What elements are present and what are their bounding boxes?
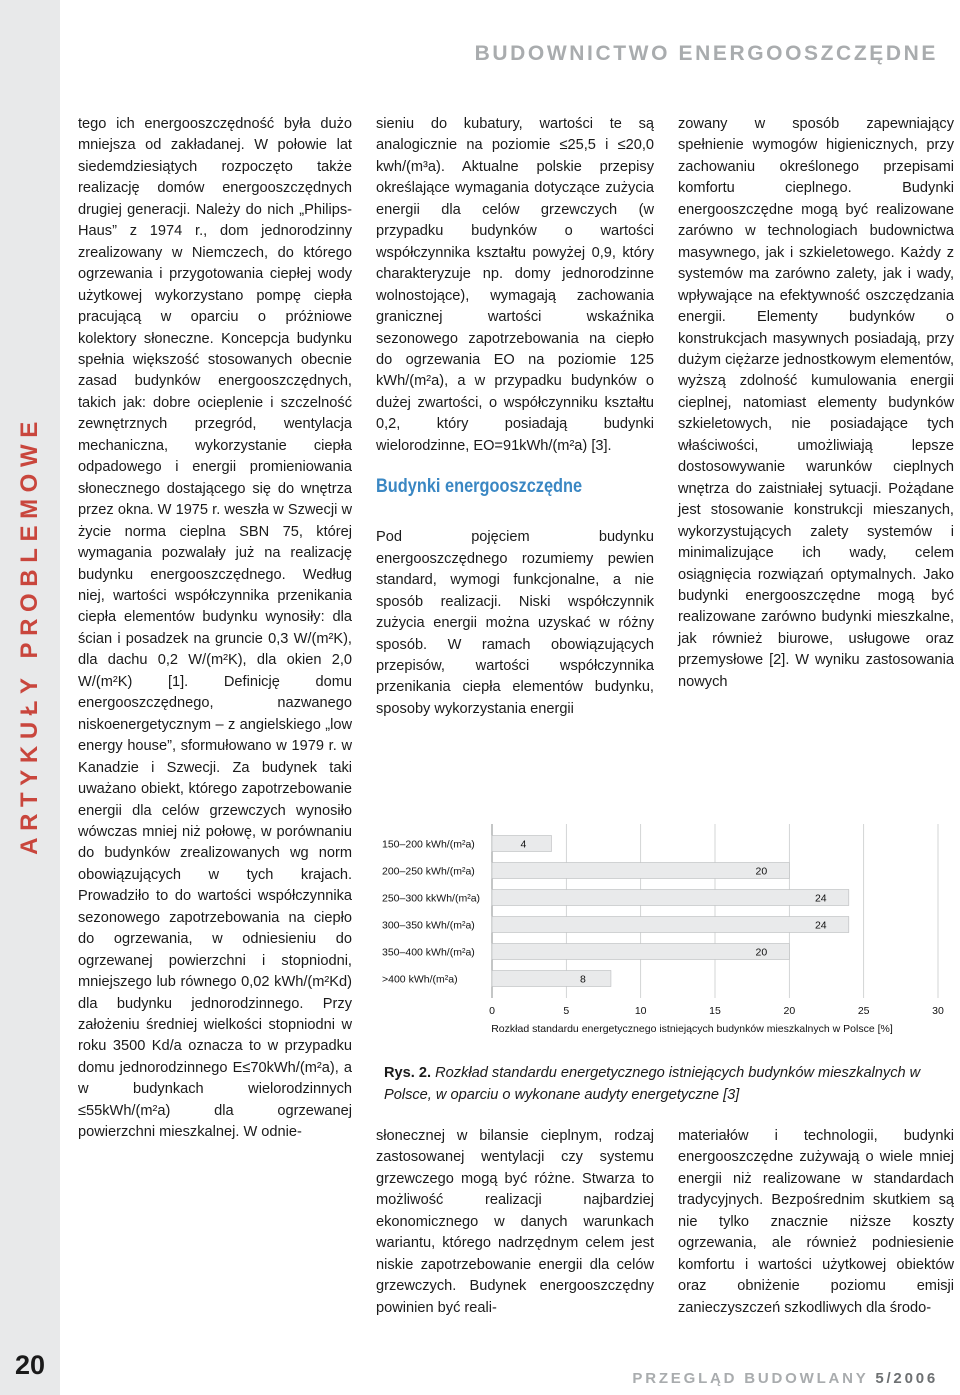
value-label: 24 [814, 892, 827, 905]
value-label: 8 [580, 973, 586, 986]
figure-caption [384, 1063, 954, 1106]
running-header: BUDOWNICTWO ENERGOOSZCZĘDNE [474, 42, 938, 65]
text-column-5 [678, 1126, 954, 1319]
category-label: 200–250 kWh/(m²a) [382, 865, 475, 878]
section-heading: Budynki energooszczędne [376, 476, 583, 498]
bar-4 [492, 944, 789, 960]
text-column-2 [376, 114, 654, 720]
category-label: 250–300 kkWh/(m²a) [382, 892, 481, 905]
column-5-text: materiałów i technologii, budynki energooszczędne zużywają o wiele mniej energii niż realizowane w standardach tradycyjnych. Bezpośrednim skutkiem są nie tylko znacznie niższe koszty ogrzewania, ale również podniesienie komfortu i wartości użytkowej obiektów oraz obniżenie poziomu emisji zanieczyszczeń szkodliwych dla środo- [678, 1128, 954, 1316]
text-column-1 [78, 114, 352, 1144]
x-tick-label: 25 [857, 1005, 870, 1017]
bar-2 [492, 890, 849, 906]
caption-text: Rozkład standardu energetycznego istniejących budynków mieszkalnych w Polsce, w oparciu o wykonane audyty energetyczne [3] [384, 1065, 921, 1103]
x-tick-label: 30 [932, 1005, 944, 1017]
journal-name: PRZEGLĄD BUDOWLANY [632, 1370, 869, 1387]
x-tick-label: 20 [783, 1005, 796, 1017]
bar-chart [374, 802, 954, 1037]
category-label: >400 kWh/(m²a) [382, 973, 458, 986]
column-1-text: tego ich energooszczędność była dużo mniejsza od zakładanej. W połowie lat siedemdziesiątych rozpoczęto także realizację domów energooszczędnych drugiej generacji. Należy do nich „Philips-Haus” z 1974 r., dom jednorodzinny zrealizowany w Niemczech, do którego ogrzewania i przygotowania ciepłej wody użytkowej wykorzystano pompę ciepła pracującą w oparciu o próżniowe kolektory słoneczne. Koncepcja budynku spełnia większość stosowanych obecnie zasad budynków energooszczędnych, takich jak: dobre ocieplenie i szczelność zewnętrznych przegród, wentylacja mechaniczna, wykorzystanie ciepła odpadowego i energii promieniowania słonecznego dostającego się do wnętrza przez okna. W 1975 r. weszła w Szwecji w życie norma cieplna SBN 75, której wymagania pozwalały już na realizację budynku energooszczędnego. Według niej, wartości współczynnika przenikania ciepła elementów budynku wynosiły: dla ścian i posadzek na gruncie 0,3 W/(m²K), dla dachu 0,2 W/(m²K), dla okien 2,0 W/(m²K) [1]. Definicję domu energooszczędnego, nazwanego niskoenergetycznym – z angielskiego „low energy house”, sformułowano w 1979 r. w Kanadzie i Szwecji. Za budynek taki uważano obiekt, którego zapotrzebowanie energii dla celów grzewczych wynosiło wówczas mniej niż połowę, w porównaniu do budynków zrealizowanych wg norm obowiązujących w tych krajach. Prowadziło to do wartości współczynnika sezonowego zapotrzebowania na ciepło do ogrzewania, w odniesieniu do ogrzewanej powierzchni i stopniodni, mniejszego lub równego 0,02 kWh/(m²Kd) dla budynku jednorodzinnego. Przy założeniu średniej wielkości stopniodni w roku 3500 Kd/a oznacza to w przypadku domu jednorodzinnego E≤70kWh/(m²a), a w budynkach wielorodzinnych ≤55kWh/(m²a) dla ogrzewanej powierzchni mieszkalnej. W odnie- [78, 116, 352, 1141]
x-tick-label: 5 [563, 1005, 570, 1017]
category-label: 150–200 kWh/(m²a) [382, 838, 475, 851]
running-footer [632, 1370, 938, 1387]
bar-3 [492, 917, 849, 933]
caption-label: Rys. 2. [384, 1065, 432, 1081]
x-tick-label: 0 [489, 1005, 495, 1017]
x-axis-label: Rozkład standardu energetycznego istniejących budynków mieszkalnych w Polsce [%] [491, 1023, 893, 1035]
x-tick-label: 15 [709, 1005, 721, 1017]
category-label: 350–400 kWh/(m²a) [382, 946, 475, 959]
category-label: 300–350 kWh/(m²a) [382, 919, 475, 932]
value-label: 4 [520, 838, 527, 851]
section-label: ARTYKUŁY PROBLEMOWE [16, 415, 43, 855]
left-sidebar [0, 0, 60, 1395]
page-number: 20 [14, 1350, 46, 1380]
value-label: 20 [755, 865, 768, 878]
value-label: 24 [814, 919, 827, 932]
x-tick-label: 10 [634, 1005, 647, 1017]
column-4-text: słonecznej w bilansie cieplnym, rodzaj zastosowanej wentylacji czy systemu grzewczego mogą być różne. Stwarza to możliwość realizacji najbardziej ekonomicznego w danych warunkach wariantu, którego nadrzędnym celem jest niskie zapotrzebowanie energii dla celów grzewczych. Budynek energooszczędny powinien być reali- [376, 1128, 654, 1316]
bar-5 [492, 971, 611, 987]
column-3-text: zowany w sposób zapewniający spełnienie wymogów higienicznych, przy zachowaniu określonego przepisami komfortu cieplnego. Budynki energooszczędne mogą być realizowane zarówno w technologiach budownictwa masywnego, jak i szkieletowego. Każdy z systemów ma zarówno zalety, jak i wady, wpływające na efektywność oszczędzania energii. Elementy budynków o konstrukcjach masywnych posiadają, przy dużym ciężarze jednostkowym elementów, wyższą zdolność kumulowania energii cieplnej, natomiast elementy budynków szkieletowych, nie posiadające tych właściwości, umożliwiają lepsze dostosowywanie warunków cieplnych wnętrza do zaistniałej sytuacji. Pożądane jest stosowanie konstrukcji mieszanych, wykorzystujących zalety systemów i minimalizujące ich wady, celem osiągnięcia rozwiązań optymalnych. Jako budynki energooszczędne mogą być realizowane zarówno budynki mieszkalne, jak również biurowe, usługowe oraz przemysłowe [2]. W wyniku zastosowania nowych [678, 116, 954, 690]
text-column-4 [376, 1126, 654, 1319]
bar-1 [492, 863, 789, 879]
column-2-text-bottom: Pod pojęciem budynku energooszczędnego rozumiemy pewien standard, wymogi funkcjonalne, a nie sposób realizacji. Niski współczynnik zużycia energii można uzyskać w różny sposób. W ramach obowiązujących przepisów, wartości współczynnika przenikania ciepła elementów budynku, sposoby wykorzystania energii [376, 529, 654, 717]
issue-number: 5/2006 [875, 1370, 938, 1387]
column-2-text-top: sieniu do kubatury, wartości te są analogicznie na poziomie ≤25,5 i ≤20,0 kwh/(m³a). Aktualne polskie przepisy określające wymagania dotyczące zużycia energii dla celów grzewczych (w przypadku budynków o wartości współczynnika kształtu powyżej 0,9, który charakteryzuje np. domy jednorodzinne wolnostojące), wymagają zachowania granicznej wartości wskaźnika sezonowego zapotrzebowania na ciepło do ogrzewania EO na poziomie 125 kWh/(m²a), a w przypadku budynków o dużej zwartości, o współczynniku kształtu 0,2, który posiadają budynki wielorodzinne, EO=91kWh/(m²a) [3]. [376, 116, 654, 454]
value-label: 20 [755, 946, 768, 959]
text-column-3 [678, 114, 954, 693]
